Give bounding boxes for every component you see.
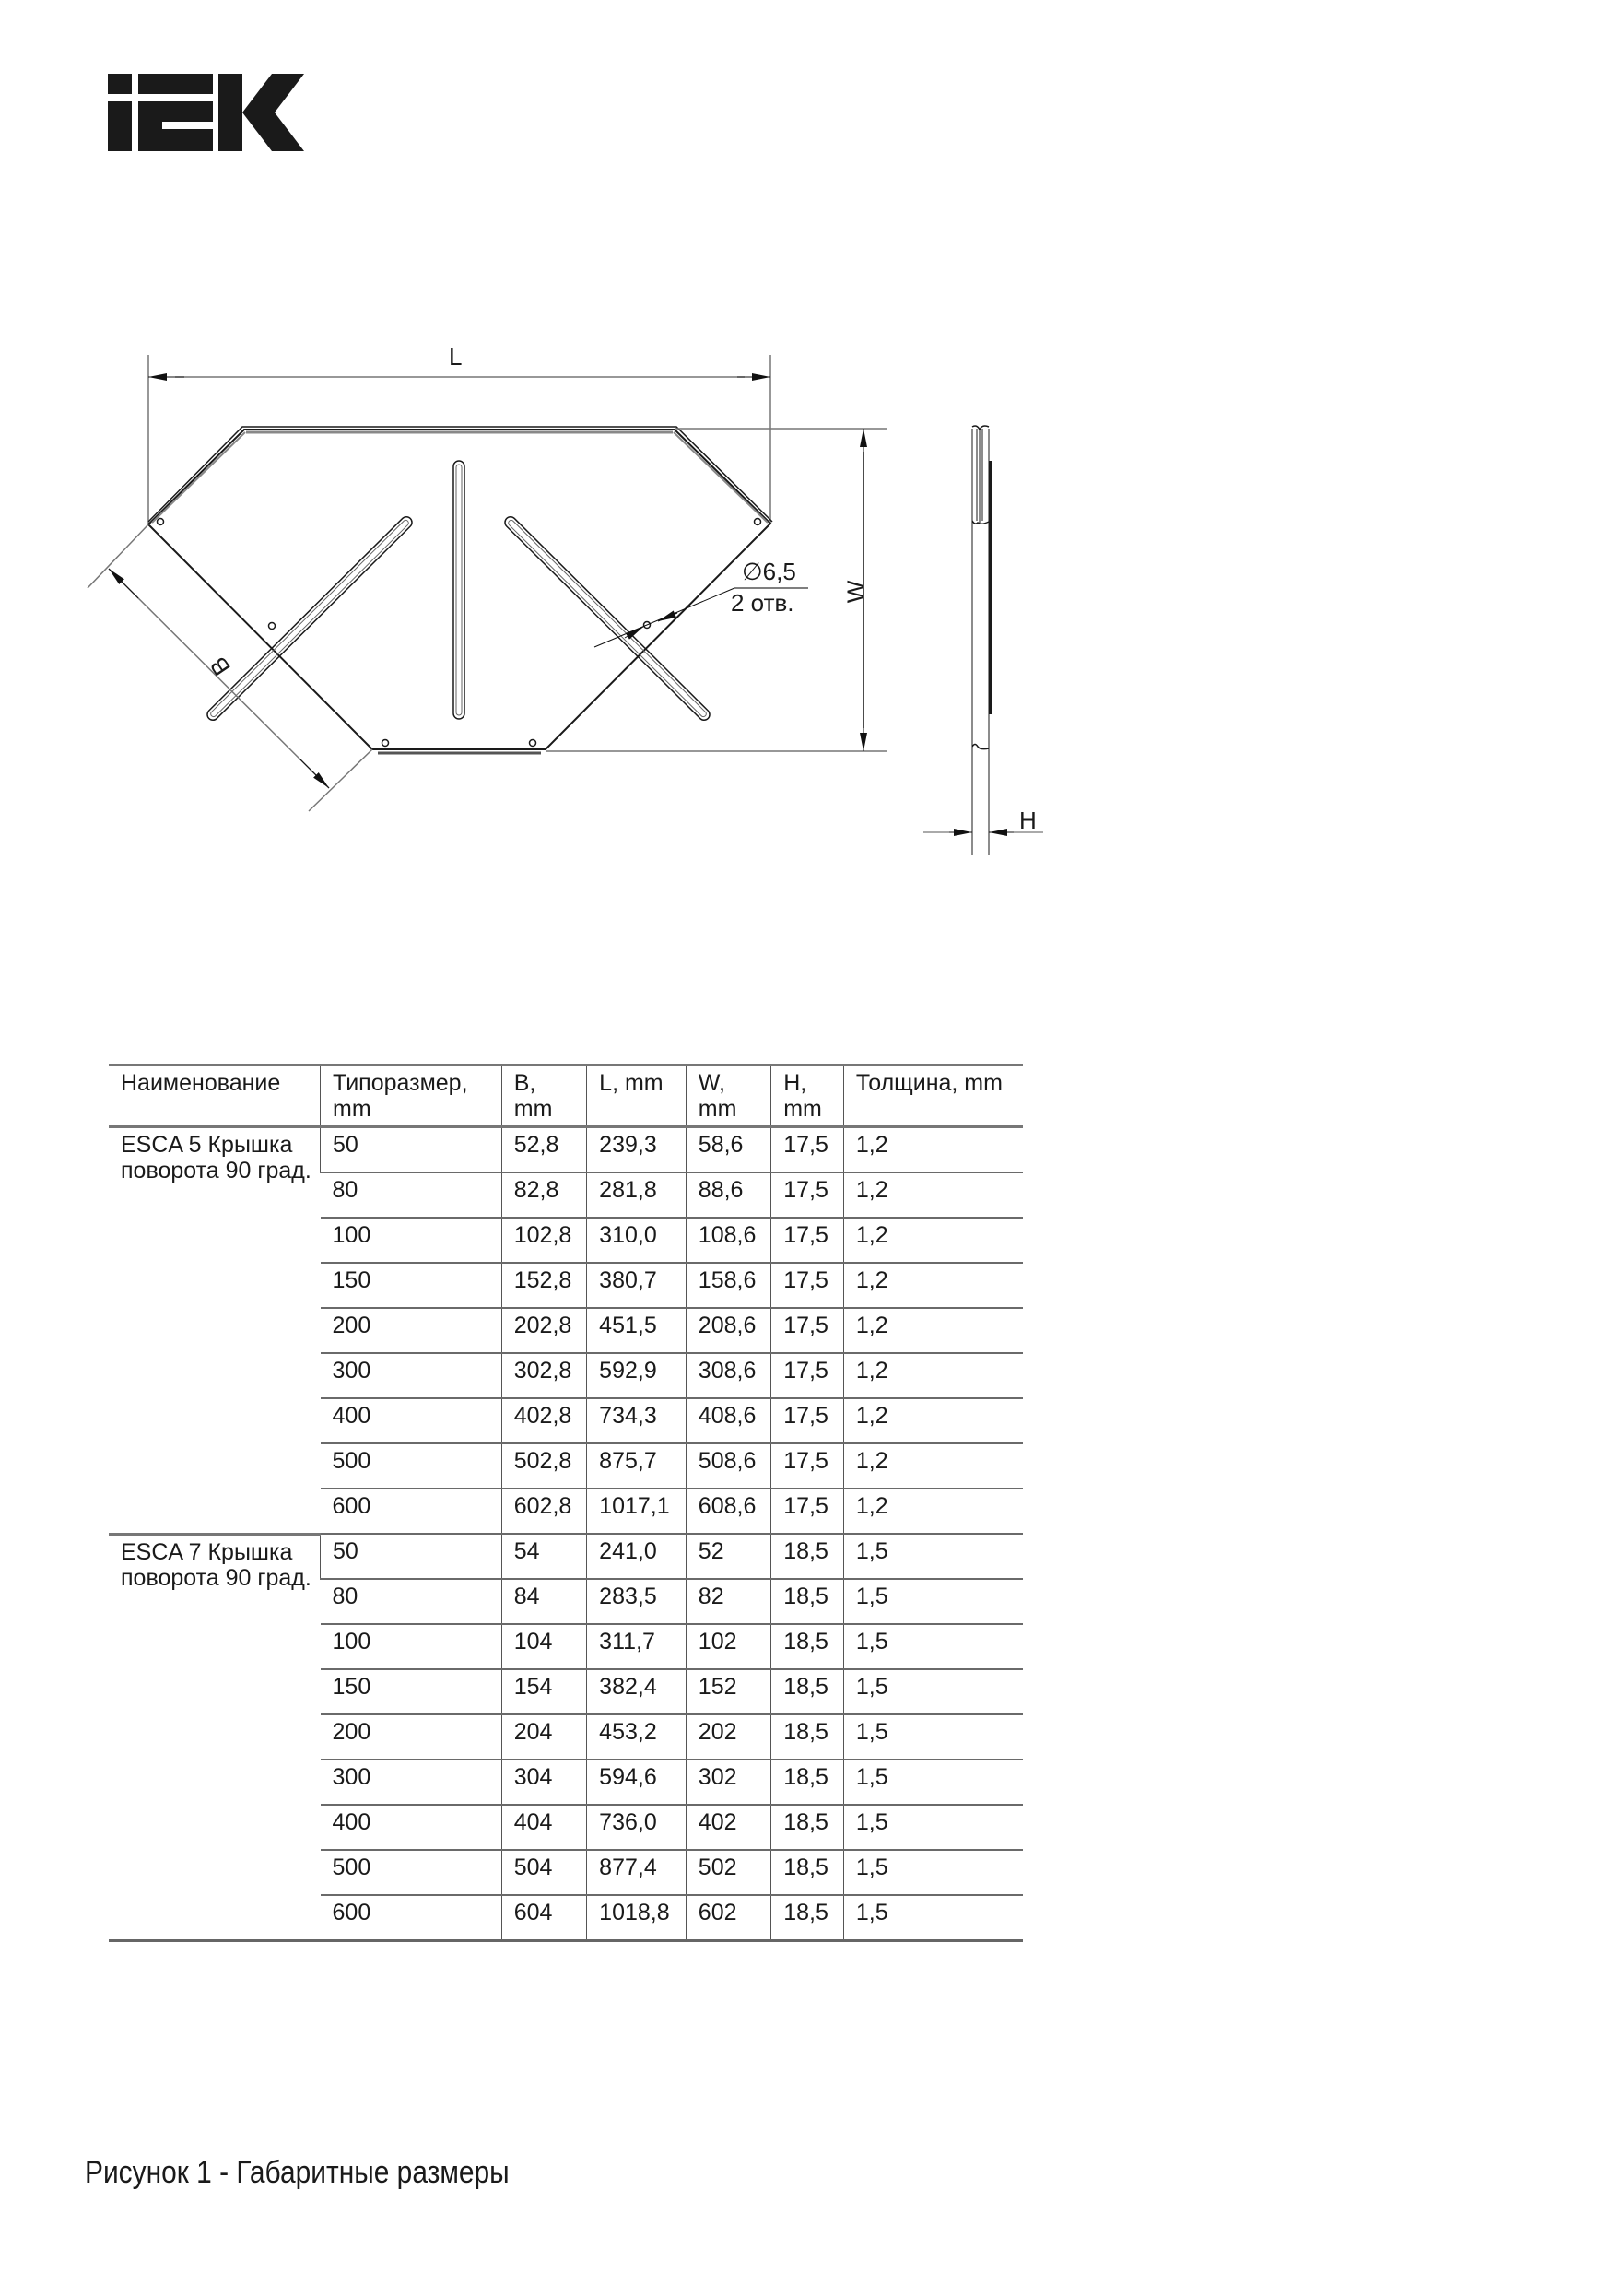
table-cell: 17,5 — [771, 1127, 844, 1173]
table-cell: 154 — [501, 1669, 586, 1714]
table-cell: 1,2 — [843, 1127, 1023, 1173]
table-cell: 158,6 — [686, 1263, 770, 1308]
table-cell: 18,5 — [771, 1805, 844, 1850]
table-cell: 17,5 — [771, 1172, 844, 1218]
table-cell: 1018,8 — [587, 1895, 687, 1941]
table-cell: 382,4 — [587, 1669, 687, 1714]
table-cell: 241,0 — [587, 1534, 687, 1579]
table-cell: 734,3 — [587, 1398, 687, 1443]
table-cell: 1,2 — [843, 1308, 1023, 1353]
table-cell: 1,5 — [843, 1714, 1023, 1760]
table-cell: 308,6 — [686, 1353, 770, 1398]
table-cell: 311,7 — [587, 1624, 687, 1669]
table-cell: 1,2 — [843, 1172, 1023, 1218]
table-cell: 400 — [321, 1805, 502, 1850]
table-cell: 608,6 — [686, 1489, 770, 1534]
table-cell: 310,0 — [587, 1218, 687, 1263]
header-w: W, mm — [686, 1066, 770, 1127]
table-cell: 404 — [501, 1805, 586, 1850]
table-cell: 451,5 — [587, 1308, 687, 1353]
table-cell: 18,5 — [771, 1850, 844, 1895]
header-h: H, mm — [771, 1066, 844, 1127]
table-cell: 208,6 — [686, 1308, 770, 1353]
table-cell: 108,6 — [686, 1218, 770, 1263]
table-cell: 400 — [321, 1398, 502, 1443]
table-cell: 150 — [321, 1263, 502, 1308]
side-view — [972, 426, 992, 855]
table-cell: 1,5 — [843, 1760, 1023, 1805]
table-cell: 202 — [686, 1714, 770, 1760]
table-cell: 1,2 — [843, 1489, 1023, 1534]
table-cell: 408,6 — [686, 1398, 770, 1443]
table-cell: 17,5 — [771, 1398, 844, 1443]
table-cell: 17,5 — [771, 1218, 844, 1263]
table-cell: 54 — [501, 1534, 586, 1579]
table-cell: 18,5 — [771, 1669, 844, 1714]
hole-count-label: 2 отв. — [731, 589, 794, 617]
table-cell: 100 — [321, 1218, 502, 1263]
table-cell: 1,5 — [843, 1895, 1023, 1941]
table-cell: 1,5 — [843, 1624, 1023, 1669]
table-cell: 402 — [686, 1805, 770, 1850]
table-cell: 202,8 — [501, 1308, 586, 1353]
table-cell: 50 — [321, 1127, 502, 1173]
table-cell: 602 — [686, 1895, 770, 1941]
dimension-label-L: L — [449, 343, 463, 371]
table-cell: 200 — [321, 1308, 502, 1353]
table-cell: 600 — [321, 1489, 502, 1534]
header-l: L, mm — [587, 1066, 687, 1127]
dimension-drawing — [0, 0, 1609, 922]
table-cell: 453,2 — [587, 1714, 687, 1760]
table-cell: 302 — [686, 1760, 770, 1805]
hole-diameter-label: ∅6,5 — [742, 558, 796, 585]
table-cell: 602,8 — [501, 1489, 586, 1534]
table-cell: 502 — [686, 1850, 770, 1895]
header-size: Типоразмер, mm — [321, 1066, 502, 1127]
table-cell: 500 — [321, 1850, 502, 1895]
product-name-cell: ESCA 5 Крышка поворота 90 град. — [109, 1127, 321, 1535]
table-cell: 18,5 — [771, 1714, 844, 1760]
table-row — [109, 1534, 1023, 1579]
table-cell: 600 — [321, 1895, 502, 1941]
table-cell: 1,2 — [843, 1218, 1023, 1263]
table-cell: 50 — [321, 1534, 502, 1579]
table-cell: 204 — [501, 1714, 586, 1760]
table-cell: 88,6 — [686, 1172, 770, 1218]
table-cell: 17,5 — [771, 1353, 844, 1398]
table-cell: 152 — [686, 1669, 770, 1714]
table-cell: 239,3 — [587, 1127, 687, 1173]
table-cell: 508,6 — [686, 1443, 770, 1489]
table-cell: 604 — [501, 1895, 586, 1941]
table-cell: 594,6 — [587, 1760, 687, 1805]
dimension-label-B: B — [204, 652, 236, 681]
table-cell: 877,4 — [587, 1850, 687, 1895]
product-name-cell: ESCA 7 Крышка поворота 90 град. — [109, 1534, 321, 1941]
table-cell: 17,5 — [771, 1443, 844, 1489]
cover-plate — [148, 427, 772, 753]
figure-caption: Рисунок 1 - Габаритные размеры — [85, 2155, 510, 2190]
table-cell: 300 — [321, 1353, 502, 1398]
table-cell: 152,8 — [501, 1263, 586, 1308]
table-cell: 18,5 — [771, 1624, 844, 1669]
table-cell: 18,5 — [771, 1895, 844, 1941]
table-cell: 84 — [501, 1579, 586, 1624]
table-cell: 592,9 — [587, 1353, 687, 1398]
table-cell: 80 — [321, 1579, 502, 1624]
table-cell: 500 — [321, 1443, 502, 1489]
table-cell: 1,2 — [843, 1443, 1023, 1489]
table-cell: 58,6 — [686, 1127, 770, 1173]
table-cell: 504 — [501, 1850, 586, 1895]
table-cell: 1,2 — [843, 1398, 1023, 1443]
table-cell: 502,8 — [501, 1443, 586, 1489]
table-cell: 1,5 — [843, 1579, 1023, 1624]
table-cell: 17,5 — [771, 1489, 844, 1534]
table-cell: 18,5 — [771, 1579, 844, 1624]
table-cell: 283,5 — [587, 1579, 687, 1624]
dimension-label-W: W — [841, 580, 870, 604]
header-b: B, mm — [501, 1066, 586, 1127]
table-cell: 1,5 — [843, 1805, 1023, 1850]
table-cell: 380,7 — [587, 1263, 687, 1308]
header-thickness: Толщина, mm — [843, 1066, 1023, 1127]
table-cell: 100 — [321, 1624, 502, 1669]
table-cell: 102,8 — [501, 1218, 586, 1263]
table-cell: 150 — [321, 1669, 502, 1714]
table-cell: 82 — [686, 1579, 770, 1624]
table-cell: 200 — [321, 1714, 502, 1760]
table-header-row — [109, 1066, 1023, 1127]
table-cell: 875,7 — [587, 1443, 687, 1489]
dimensions-table — [109, 1064, 1023, 1942]
table-cell: 1,5 — [843, 1534, 1023, 1579]
table-cell: 52,8 — [501, 1127, 586, 1173]
header-name: Наименование — [109, 1066, 321, 1127]
table-cell: 1,2 — [843, 1263, 1023, 1308]
dimension-label-H: H — [1019, 807, 1037, 834]
table-cell: 82,8 — [501, 1172, 586, 1218]
table-cell: 102 — [686, 1624, 770, 1669]
table-cell: 736,0 — [587, 1805, 687, 1850]
table-cell: 52 — [686, 1534, 770, 1579]
table-cell: 281,8 — [587, 1172, 687, 1218]
table-cell: 17,5 — [771, 1263, 844, 1308]
table-row — [109, 1127, 1023, 1173]
table-cell: 104 — [501, 1624, 586, 1669]
table-cell: 304 — [501, 1760, 586, 1805]
table-cell: 1,5 — [843, 1669, 1023, 1714]
table-cell: 80 — [321, 1172, 502, 1218]
table-cell: 402,8 — [501, 1398, 586, 1443]
table-cell: 18,5 — [771, 1760, 844, 1805]
table-cell: 1,2 — [843, 1353, 1023, 1398]
table-cell: 302,8 — [501, 1353, 586, 1398]
table-cell: 17,5 — [771, 1308, 844, 1353]
table-cell: 1,5 — [843, 1850, 1023, 1895]
table-cell: 300 — [321, 1760, 502, 1805]
table-cell: 18,5 — [771, 1534, 844, 1579]
table-cell: 1017,1 — [587, 1489, 687, 1534]
